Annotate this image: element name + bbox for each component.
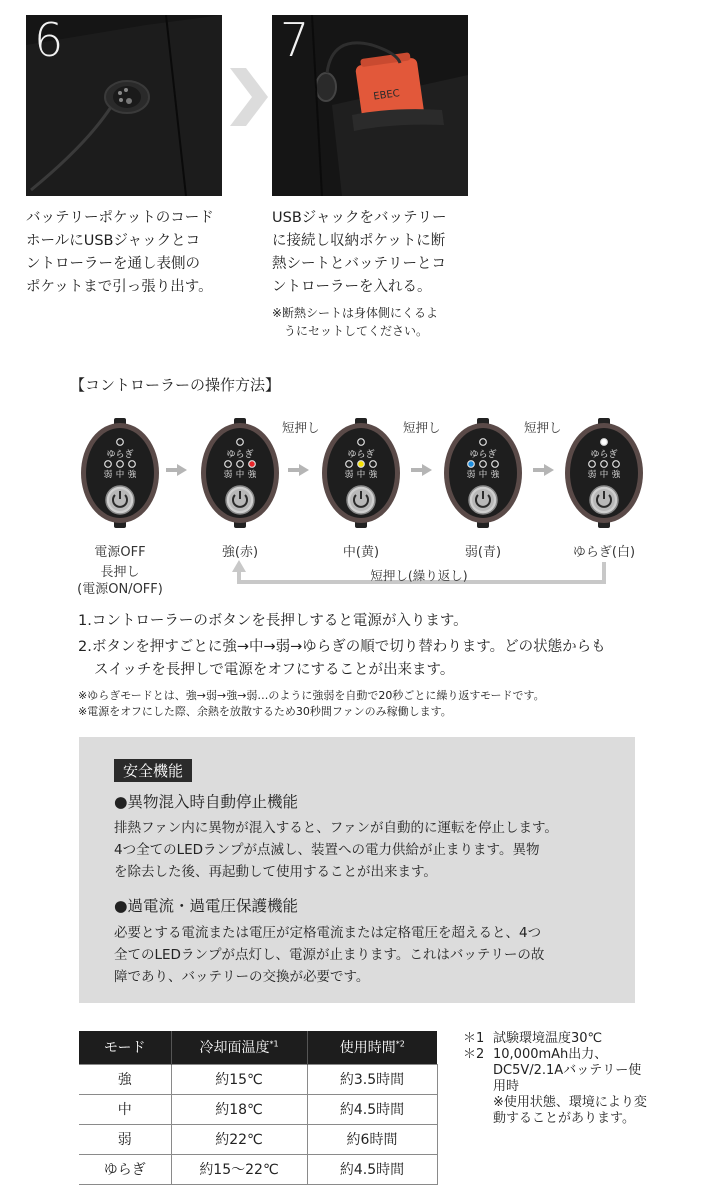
table-cell: 約15℃ [171, 1064, 307, 1094]
controller-icon [564, 418, 644, 528]
table-cell: 約3.5時間 [307, 1064, 437, 1094]
svg-text:弱: 弱 [344, 470, 354, 480]
svg-text:ゆらぎ: ゆらぎ [469, 450, 497, 460]
safety-body-overcurrent: 必要とする電流または電圧が定格電流または定格電圧を超えると、4つ 全てのLEDランプが点灯し、電源が止まります。これはバッテリーの故 障であり、バッテリーの交換が必要です。 [114, 925, 545, 985]
table-cell: ゆらぎ [79, 1154, 171, 1184]
mode-spec-table [79, 1031, 438, 1185]
table-header-row [79, 1031, 437, 1064]
svg-text:中: 中 [599, 470, 609, 480]
svg-text:弱: 弱 [466, 470, 476, 480]
note-mark [463, 1095, 493, 1127]
svg-text:強: 強 [490, 470, 500, 480]
note-item [463, 1031, 653, 1047]
note-text: 試験環境温度30℃ [493, 1031, 603, 1046]
instruction-2-line-2: スイッチを長押しで電源をオフにすることが出来ます。 [94, 662, 455, 678]
table-header-mode: モード [79, 1031, 171, 1064]
table-notes [463, 1031, 653, 1127]
note-mark: ＊2 [463, 1047, 485, 1062]
instruction-2 [78, 636, 658, 682]
controller-icon [80, 418, 160, 528]
controller-icon [321, 418, 401, 528]
table-cell: 中 [79, 1094, 171, 1124]
long-press-label: 長押し (電源ON/OFF) [77, 565, 163, 597]
svg-text:中: 中 [115, 470, 125, 480]
state-label-weak: 弱(青) [464, 545, 502, 560]
table-header-usage-time: 使用時間$^{*2}$ [307, 1031, 437, 1064]
controller-state-off [80, 418, 160, 528]
instruction-2-line-1: 2.ボタンを押すごとに強→中→弱→ゆらぎの順で切り替わります。どの状態からも [78, 639, 606, 655]
table-cell: 弱 [79, 1124, 171, 1154]
state-label-fluctuation: ゆらぎ(白) [572, 545, 636, 560]
table-row [79, 1124, 437, 1154]
table-cell: 約6時間 [307, 1124, 437, 1154]
safety-heading-overcurrent: ●過電流・過電圧保護機能 [114, 897, 299, 915]
step-7-description: USBジャックをバッテリー に接続し収納ポケットに断 熱シートとバッテリーとコ ントローラーを入れる。 [272, 210, 447, 295]
instruction-1: 1.コントローラーのボタンを長押しすると電源が入ります。 [78, 613, 468, 629]
svg-text:EBEC: EBEC [372, 88, 401, 103]
arrow-right-icon [533, 464, 555, 476]
note-item [463, 1095, 653, 1127]
chevron-right-icon [226, 68, 270, 126]
table-cell: 強 [79, 1064, 171, 1094]
step-6-photo [26, 15, 222, 196]
table-row [79, 1154, 437, 1184]
step-7-note: ※断熱シートは身体側にくるよ うにセットしてください。 [272, 306, 439, 338]
short-press-label: 短押し [282, 420, 320, 435]
svg-text:強: 強 [368, 470, 378, 480]
table-row [79, 1064, 437, 1094]
controller-section-title: 【コントローラーの操作方法】 [70, 376, 281, 394]
svg-text:弱: 弱 [103, 470, 113, 480]
svg-text:弱: 弱 [223, 470, 233, 480]
svg-text:ゆらぎ: ゆらぎ [590, 450, 618, 460]
step-number: 7 [280, 15, 310, 67]
svg-text:強: 強 [611, 470, 621, 480]
table-cell: 約18℃ [171, 1094, 307, 1124]
arrow-right-icon [288, 464, 310, 476]
note-mark: ＊1 [463, 1031, 485, 1046]
arrow-right-icon [411, 464, 433, 476]
controller-icon [200, 418, 280, 528]
safety-body-foreign-object: 排熱ファン内に異物が混入すると、ファンが自動的に運転を停止します。 4つ全てのLEDランプが点滅し、装置への電力供給が止まります。異物 を除去した後、再起動して使用することが出来ます。 [114, 820, 558, 880]
short-press-label: 短押し [524, 420, 562, 435]
controller-state-fluctuation [564, 418, 644, 528]
table-header-temperature: 冷却面温度$^{*1}$ [171, 1031, 307, 1064]
note-text: ※使用状態、環境により変動することがあります。 [493, 1095, 647, 1126]
controller-icon [443, 418, 523, 528]
note-item [463, 1047, 653, 1095]
svg-text:弱: 弱 [587, 470, 597, 480]
state-label-medium: 中(黄) [342, 545, 380, 560]
safety-heading-foreign-object: ●異物混入時自動停止機能 [114, 793, 299, 811]
step-7-photo [272, 15, 468, 196]
controller-state-weak [443, 418, 523, 528]
controller-state-strong [200, 418, 280, 528]
svg-text:強: 強 [127, 470, 137, 480]
loop-label: 短押し(繰り返し) [370, 568, 468, 583]
arrow-right-icon [166, 464, 188, 476]
step-6-description: バッテリーポケットのコード ホールにUSBジャックとコ ントローラーを通し表側の ポケットまで引っ張り出す。 [26, 210, 214, 295]
fine-print-1: ※ゆらぎモードとは、強→弱→強→弱…のように強弱を自動で20秒ごとに繰り返すモードです。 [78, 689, 545, 702]
state-label-strong: 強(赤) [221, 545, 259, 560]
svg-text:中: 中 [356, 470, 366, 480]
table-cell: 約22℃ [171, 1124, 307, 1154]
svg-text:中: 中 [478, 470, 488, 480]
svg-text:中: 中 [235, 470, 245, 480]
safety-features-box [79, 737, 635, 1003]
fine-print-2: ※電源をオフにした際、余熱を放散するため30秒間ファンのみ稼働します。 [78, 705, 452, 718]
svg-text:強: 強 [247, 470, 257, 480]
safety-tag: 安全機能 [114, 759, 192, 782]
table-cell: 約4.5時間 [307, 1154, 437, 1184]
state-label-off: 電源OFF [94, 545, 146, 560]
svg-text:ゆらぎ: ゆらぎ [347, 450, 375, 460]
table-row [79, 1094, 437, 1124]
table-cell: 約15～22℃ [171, 1154, 307, 1184]
svg-text:ゆらぎ: ゆらぎ [106, 450, 134, 460]
svg-text:ゆらぎ: ゆらぎ [226, 450, 254, 460]
controller-state-medium [321, 418, 401, 528]
note-text: 10,000mAh出力、DC5V/2.1Aバッテリー使用時 [493, 1047, 642, 1094]
short-press-label: 短押し [403, 420, 441, 435]
table-cell: 約4.5時間 [307, 1094, 437, 1124]
step-number: 6 [34, 15, 64, 67]
